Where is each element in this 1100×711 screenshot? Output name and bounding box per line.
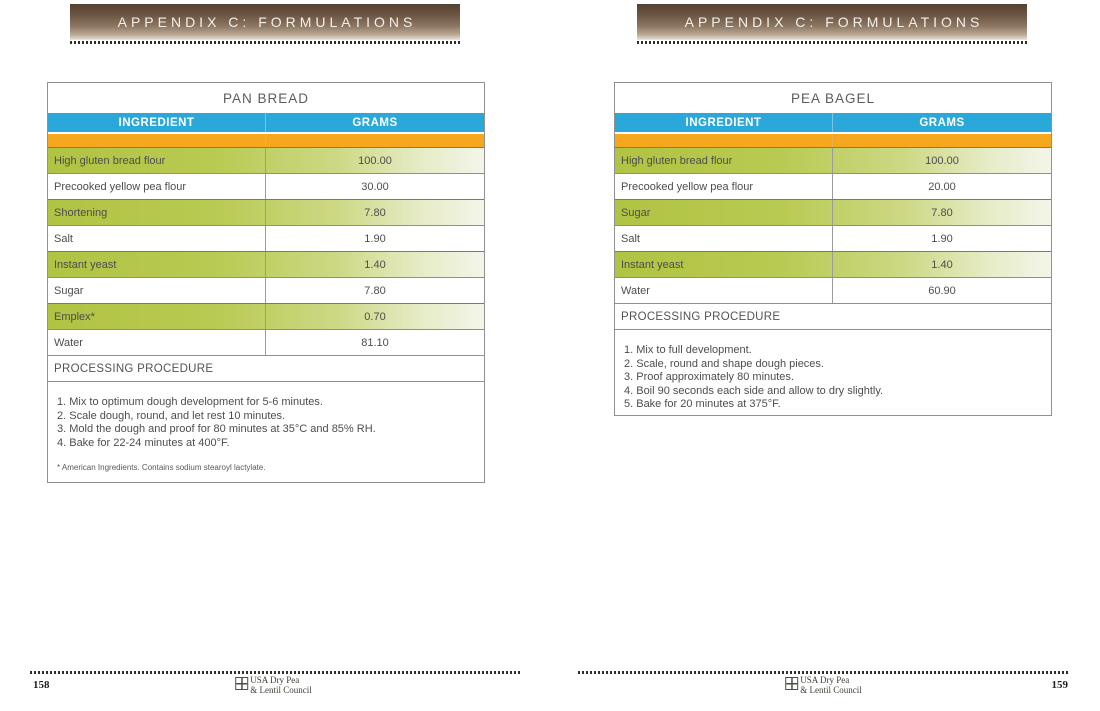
processing-procedure-body: [48, 381, 484, 482]
accent-band: [615, 132, 1051, 147]
ingredient-grams: 30.00: [361, 180, 389, 193]
ingredient-grams: 100.00: [925, 154, 959, 167]
council-logo-icon: [235, 677, 248, 690]
table-row: [48, 303, 484, 329]
ingredient-grams: 60.90: [928, 284, 956, 297]
council-logo: [785, 676, 862, 695]
council-logo-line2: & Lentil Council: [800, 684, 862, 695]
processing-procedure-header: PROCESSING PROCEDURE: [48, 355, 484, 381]
procedure-step: 5. Bake for 20 minutes at 375°F.: [624, 398, 781, 410]
ingredient-name: Sugar: [615, 200, 833, 225]
council-logo: [235, 676, 312, 695]
table-row: [615, 173, 1051, 199]
council-logo-text: [250, 676, 312, 695]
footer-dotted-rule: [30, 671, 522, 674]
footer-dotted-rule: [578, 671, 1070, 674]
column-header-grams: GRAMS: [352, 116, 398, 129]
council-logo-line1: USA Dry Pea: [800, 675, 850, 685]
ingredient-grams: 1.90: [364, 232, 386, 245]
ingredient-grams: 100.00: [358, 154, 392, 167]
ingredient-name: Emplex*: [48, 304, 266, 329]
table-title: PAN BREAD: [222, 90, 310, 106]
table-title: PEA BAGEL: [790, 90, 876, 106]
formulation-table-pea-bagel: [614, 82, 1052, 416]
ingredient-name: Sugar: [48, 278, 266, 303]
appendix-title: APPENDIX C: FORMULATIONS: [117, 14, 417, 30]
column-header-ingredient: INGREDIENT: [615, 113, 833, 132]
ingredient-grams: 1.90: [931, 232, 953, 245]
table-header-row: [615, 113, 1051, 132]
ingredient-name: High gluten bread flour: [48, 148, 266, 173]
banner-dotted-rule: [70, 41, 462, 44]
table-row: [48, 251, 484, 277]
ingredient-name: Precooked yellow pea flour: [48, 174, 266, 199]
appendix-banner: [70, 4, 460, 40]
accent-band: [48, 132, 484, 147]
table-row: [48, 225, 484, 251]
table-row: [48, 199, 484, 225]
processing-procedure-header: PROCESSING PROCEDURE: [615, 303, 1051, 329]
page-number: 158: [33, 679, 50, 691]
ingredient-grams: 7.80: [931, 206, 953, 219]
table-row: [48, 277, 484, 303]
ingredient-name: Shortening: [48, 200, 266, 225]
council-logo-icon: [785, 677, 798, 690]
page-number: 159: [1051, 679, 1068, 691]
procedure-step: 3. Mold the dough and proof for 80 minutes at 35°C and 85% RH.: [57, 423, 376, 435]
banner-dotted-rule: [637, 41, 1029, 44]
ingredient-grams: 0.70: [364, 310, 386, 323]
column-header-ingredient: INGREDIENT: [48, 113, 266, 132]
procedure-step: 2. Scale, round and shape dough pieces.: [624, 357, 824, 370]
procedure-step: 3. Proof approximately 80 minutes.: [624, 371, 794, 383]
ingredient-grams: 20.00: [928, 180, 956, 193]
ingredient-footnote: * American Ingredients. Contains sodium stearoyl lactylate.: [57, 463, 266, 472]
table-row: [615, 225, 1051, 251]
formulation-table-pan-bread: [47, 82, 485, 483]
council-logo-line2: & Lentil Council: [250, 684, 312, 695]
procedure-step: 1. Mix to full development.: [624, 344, 752, 356]
table-row: [615, 199, 1051, 225]
ingredient-name: Instant yeast: [48, 252, 266, 277]
ingredient-name: Water: [48, 330, 266, 355]
procedure-step: 2. Scale dough, round, and let rest 10 minutes.: [57, 409, 286, 422]
table-row: [615, 251, 1051, 277]
ingredient-grams: 7.80: [364, 284, 386, 297]
table-row: [48, 329, 484, 355]
procedure-step: 4. Boil 90 seconds each side and allow to dry slightly.: [624, 384, 884, 397]
page-159: [550, 0, 1100, 711]
table-row: [615, 277, 1051, 303]
ingredient-name: Salt: [48, 226, 266, 251]
processing-procedure-body: [615, 329, 1051, 415]
council-logo-line1: USA Dry Pea: [250, 675, 300, 685]
ingredient-grams: 81.10: [361, 336, 389, 349]
column-header-grams: GRAMS: [919, 116, 965, 129]
ingredient-grams: 1.40: [931, 258, 953, 271]
table-row: [615, 147, 1051, 173]
ingredient-name: High gluten bread flour: [615, 148, 833, 173]
appendix-title: APPENDIX C: FORMULATIONS: [684, 14, 984, 30]
procedure-step: 1. Mix to optimum dough development for 5-6 minutes.: [57, 396, 323, 408]
appendix-banner: [637, 4, 1027, 40]
ingredient-name: Water: [615, 278, 833, 303]
ingredient-name: Instant yeast: [615, 252, 833, 277]
ingredient-name: Salt: [615, 226, 833, 251]
ingredient-grams: 7.80: [364, 206, 386, 219]
table-header-row: [48, 113, 484, 132]
table-row: [48, 147, 484, 173]
ingredient-name: Precooked yellow pea flour: [615, 174, 833, 199]
council-logo-text: [800, 676, 862, 695]
procedure-step: 4. Bake for 22-24 minutes at 400°F.: [57, 436, 230, 449]
ingredient-grams: 1.40: [364, 258, 386, 271]
table-row: [48, 173, 484, 199]
